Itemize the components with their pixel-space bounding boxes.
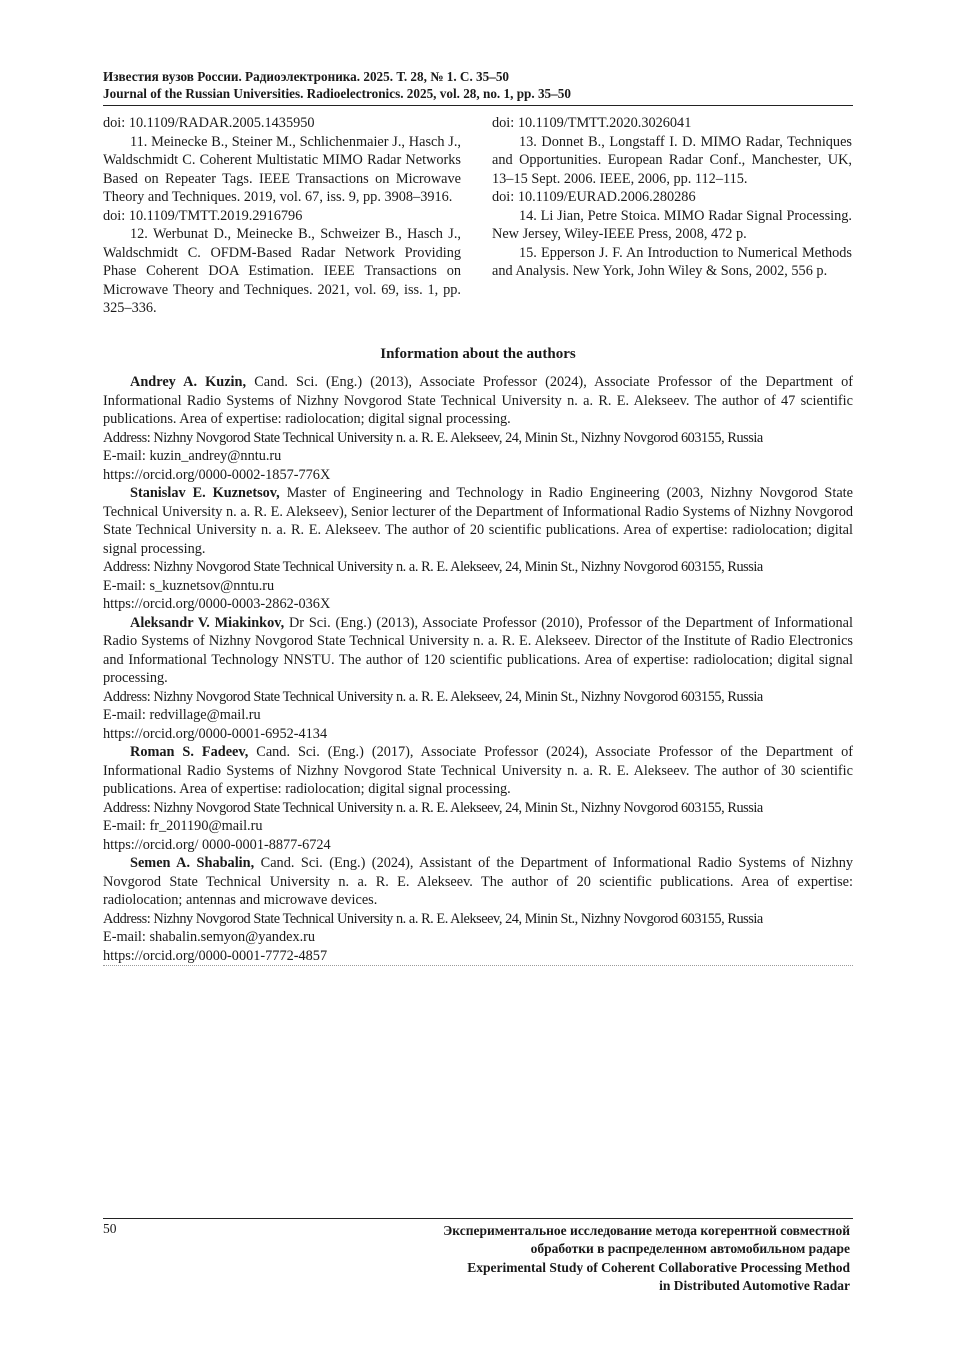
reference-entry: 11. Meinecke B., Steiner M., Schlichenmaier J., Hasch J., Waldschmidt C. Coherent Multistatic MIMO Radar Networks Based on Repeater Tags. IEEE Transactions on Microwave Theory and Techniques. 2019, vol. 67, iss. 9, pp. 3908–3916. [103,133,461,205]
author-bio-text: Cand. Sci. (Eng.) (2013), Associate Professor (2024), Associate Professor of the Department of Informational Radio Systems of Nizhny Novgorod State Technical University n. a. R. E. Alekseev. The author of 47 scientific publications. Area of expertise: radiolocation; digital signal processing. [103,374,854,427]
author-bio-text: Cand. Sci. (Eng.) (2017), Associate Professor (2024), Associate Professor of the Department of Informational Radio Systems of Nizhny Novgorod State Technical University n. a. R. E. Alekseev. The author of 30 scientific publications. Area of expertise: radiolocation; digital signal processing. [103,744,853,797]
author-bio [103,484,853,558]
author-email: E-mail: redvillage@mail.ru [103,707,261,723]
author-name: Aleksandr V. Miakinkov, [130,614,285,631]
author-address: Address: Nizhny Novgorod State Technical University n. a. R. E. Alekseev, 24, Minin St., Nizhny Novgorod 603155, Russia [103,559,763,575]
authors-list [103,373,853,965]
running-footer-title [330,1222,850,1295]
author-orcid: https://orcid.org/ 0000-0001-8877-6724 [103,836,331,853]
reference-entry: doi: 10.1109/TMTT.2019.2916796 [103,207,303,224]
author-address: Address: Nizhny Novgorod State Technical University n. a. R. E. Alekseev, 24, Minin St., Nizhny Novgorod 603155, Russia [103,688,763,705]
reference-entry: doi: 10.1109/TMTT.2020.3026041 [492,115,692,131]
footer-rule [103,1218,853,1219]
reference-entry: doi: 10.1109/EURAD.2006.280286 [492,189,696,205]
author-orcid: https://orcid.org/0000-0001-7772-4857 [103,947,328,964]
author-email: E-mail: fr_201190@mail.ru [103,818,263,834]
running-header [103,68,853,102]
footer-title-line: Experimental Study of Coherent Collaborative Processing Method [467,1259,850,1275]
reference-entry: 15. Epperson J. F. An Introduction to Numerical Methods and Analysis. New York, John Wiley & Sons, 2002, 556 p. [492,244,852,279]
author-email: E-mail: kuzin_andrey@nntu.ru [103,448,282,464]
reference-entry: 14. Li Jian, Petre Stoica. MIMO Radar Signal Processing. New Jersey, Wiley-IEEE Press, 2008, 472 p. [492,207,852,242]
author-orcid: https://orcid.org/0000-0002-1857-776X [103,466,331,483]
author-name: Stanislav E. Kuznetsov, [130,485,280,501]
header-line-russian: Известия вузов России. Радиоэлектроника. 2025. Т. 28, № 1. С. 35–50 [103,69,510,84]
author-orcid: https://orcid.org/0000-0003-2862-036X [103,596,331,612]
footer-title-line: обработки в распределенном автомобильном радаре [530,1241,850,1257]
author-address: Address: Nizhny Novgorod State Technical University n. a. R. E. Alekseev, 24, Minin St., Nizhny Novgorod 603155, Russia [103,429,763,446]
author-name: Andrey A. Kuzin, [130,374,247,390]
author-name: Semen A. Shabalin, [130,855,255,871]
author-bio [103,373,853,429]
section-end-dotted-rule [103,965,853,966]
author-bio [103,743,853,799]
author-bio [103,614,853,688]
author-bio-text: Cand. Sci. (Eng.) (2024), Assistant of the Department of Informational Radio Systems of Nizhny Novgorod State Technical University n. a. R. E. Alekseev. The author of 20 scientific publications. Area of expertise: radiolocation; antennas and microwave devices. [103,855,854,908]
author-orcid: https://orcid.org/0000-0001-6952-4134 [103,725,328,742]
footer-title-line: in Distributed Automotive Radar [659,1277,850,1293]
author-address: Address: Nizhny Novgorod State Technical University n. a. R. E. Alekseev, 24, Minin St., Nizhny Novgorod 603155, Russia [103,799,763,816]
reference-entry: 13. Donnet B., Longstaff I. D. MIMO Radar, Techniques and Opportunities. European Radar Conf., Manchester, UK, 13–15 Sept. 2006. IEEE, 2006, pp. 112–115. [492,133,852,187]
author-email: E-mail: shabalin.semyon@yandex.ru [103,929,316,945]
section-title: Information about the authors [380,346,576,362]
author-address: Address: Nizhny Novgorod State Technical University n. a. R. E. Alekseev, 24, Minin St., Nizhny Novgorod 603155, Russia [103,910,763,927]
page-number: 50 [103,1221,117,1236]
reference-entry: doi: 10.1109/RADAR.2005.1435950 [103,115,315,131]
reference-entry: 12. Werbunat D., Meinecke B., Schweizer B., Hasch J., Waldschmidt C. OFDM-Based Radar Network Providing Phase Coherent DOA Estimation. IEEE Transactions on Microwave Theory and Techniques. 2021, vol. 69, iss. 1, pp. 325–336. [103,226,461,316]
author-bio-text: Master of Engineering and Technology in Radio Engineering (2003, Nizhny Novgorod State Technical University n. a. R. E. Alekseev), Senior lecturer of the Department of Informational Radio Systems of Nizhny Novgorod State Technical University n. a. R. E. Alekseev. The author of 20 scientific publications. Area of expertise: radiolocation; digital signal processing. [103,485,853,557]
author-name: Roman S. Fadeev, [130,744,249,760]
header-rule [103,105,853,106]
footer-title-line: Экспериментальное исследование метода когерентной совместной [443,1223,850,1238]
references-right-column [492,114,852,281]
header-line-english: Journal of the Russian Universities. Radioelectronics. 2025, vol. 28, no. 1, pp. 35–50 [103,86,571,101]
author-email: E-mail: s_kuznetsov@nntu.ru [103,577,275,594]
author-bio-text: Dr Sci. (Eng.) (2013), Associate Professor (2010), Professor of the Department of Informational Radio Systems of Nizhny Novgorod State Technical University n. a. R. E. Alekseev. Director of the Institute of Radio Electronics and Informational Technology NNSTU. The author of 120 scientific publications. Area of expertise: radiolocation; digital signal processing. [103,614,853,686]
references-left-column [103,114,461,318]
author-bio [103,854,853,910]
